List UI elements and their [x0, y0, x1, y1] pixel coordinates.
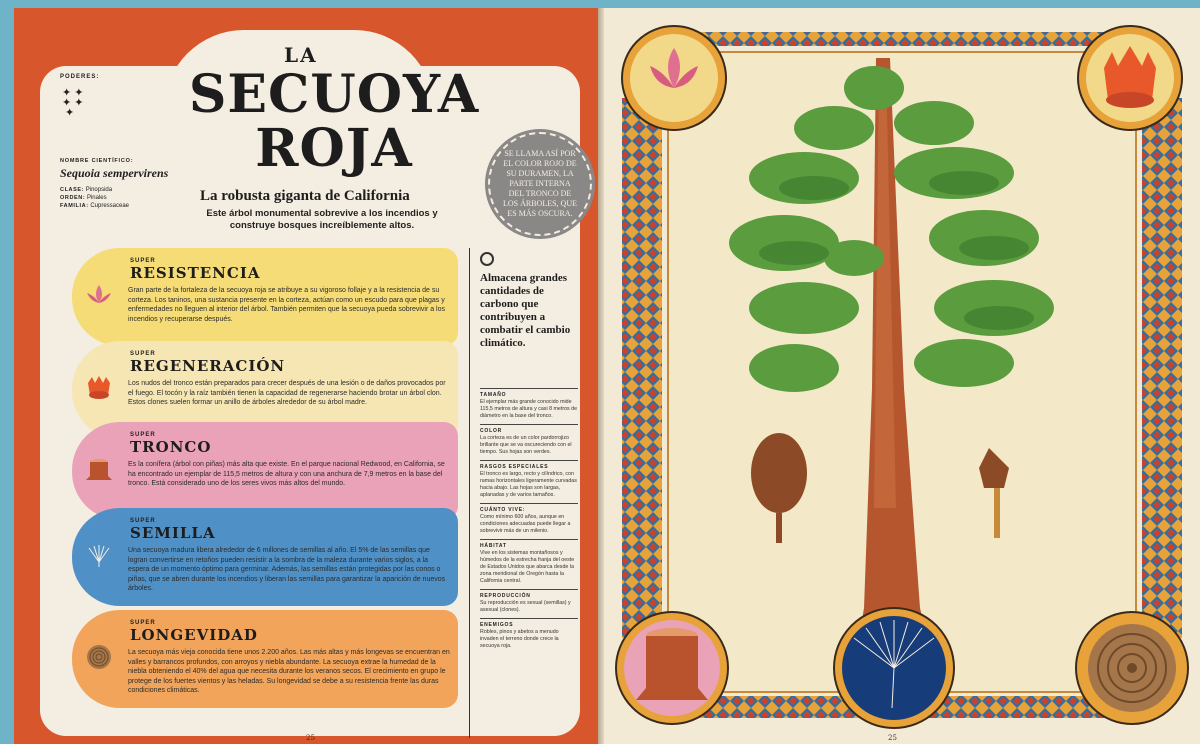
- fact-item: HÁBITAT Vive en los sistemas montañosos y húmedos de la estrecha franja del oeste de Estados Unidos que abarca desde la zona meridional de Oregón hasta la California central.: [480, 539, 578, 589]
- card-super: SUPER: [130, 432, 156, 438]
- card-text: La secuoya más vieja conocida tiene unos 2.200 años. Las más altas y más longevas se encuentran en valles y barrancos profundos, con arroyos y niebla abundante. La secuoya extrae la humedad de la niebla obteniendo el 40% del agua que necesita durante los veranos secos. El crecimiento en grupo le protege de los fuertes vientos y las heladas. Su longevidad se debe a su resistencia frente las duras condiciones climáticas.: [128, 649, 450, 695]
- seed-icon: [80, 536, 118, 574]
- power-card-semilla: [72, 508, 458, 606]
- right-page: [604, 8, 1200, 744]
- fact-item: CUÁNTO VIVE: Como mínimo 600 años, aunque en condiciones adecuadas puede llegar a sobrevivir más de un milenio.: [480, 503, 578, 539]
- power-card-resistencia: [72, 248, 458, 346]
- taxonomy: CLASE: Pinopsida ORDEN: Pinales FAMILIA: Cupressaceae: [60, 187, 130, 209]
- fact-item: COLOR La corteza es de un color pardorrojizo brillante que se va oscureciendo con el tiempo. Sus hojas son verdes.: [480, 424, 578, 460]
- card-super: SUPER: [130, 351, 156, 357]
- redwood-illustration: [604, 8, 1200, 744]
- subtitle: La robusta giganta de California: [200, 188, 410, 204]
- card-title: LONGEVIDAD: [130, 626, 258, 644]
- scientific-info: [60, 158, 180, 210]
- card-title: TRONCO: [130, 438, 212, 456]
- cone-closed: [751, 433, 807, 513]
- fire-crown-icon: [80, 369, 118, 407]
- card-super: SUPER: [130, 620, 156, 626]
- card-text: Los nudos del tronco están preparados para crecer después de una lesión o de daños provocados por el fuego. El tocón y la raíz también tienen la capacidad de regenerarse haciendo brotar un árbol clon. Estos clones suelen formar un anillo de árboles alrededor de su árbol madre.: [128, 380, 446, 407]
- powers-stars-icon: ✦ ✦ ✦ ✦ ✦: [62, 87, 84, 119]
- page-number-left: 25: [306, 734, 315, 742]
- info-badge: SE LLAMA ASÍ POR EL COLOR ROJO DE SU DURAMEN, LA PARTE INTERNA DEL TRONCO DE LOS ÁRBOLES, QUE ES MÁS OSCURA.: [488, 132, 592, 236]
- top-border: [694, 32, 1110, 46]
- power-card-longevidad: [72, 610, 458, 708]
- fact-item: RASGOS ESPECIALES El tronco es largo, recto y cilíndrico, con ramas horizontales ligeramente curvadas hacia abajo. Las hojas son largas, aplanadas y de varios tamaños.: [480, 460, 578, 503]
- page-title: SECUOYA ROJA: [188, 64, 480, 179]
- title-article: LA: [284, 43, 318, 67]
- lotus-icon: [80, 276, 118, 314]
- right-border: [1142, 98, 1182, 638]
- tree-rings-icon: [80, 638, 118, 676]
- globe-icon: [480, 252, 494, 266]
- fact-item: REPRODUCCIÓN Su reproducción es sexual (semillas) y asexual (clones).: [480, 589, 578, 618]
- sci-name-label: NOMBRE CIENTÍFICO:: [60, 158, 134, 164]
- powers-label: PODERES:: [60, 74, 100, 80]
- stump-icon: [80, 450, 118, 488]
- page-number-right: 25: [888, 734, 897, 742]
- facts-list: [480, 388, 578, 654]
- card-title: REGENERACIÓN: [130, 357, 286, 375]
- card-text: Una secuoya madura libera alrededor de 6 millones de semillas al año. El 5% de las semillas que logran convertirse en retoños pueden resistir a la sombra de la maleza durante varios siglos, a la espera de un momento óptimo para germinar. Además, las semillas están protegidas por las conos o piñas, que se abren durante los incendios y liberan las semillas para garantizar la aparición de nuevos árboles.: [128, 547, 446, 593]
- left-page: [14, 8, 601, 744]
- card-text: Es la conífera (árbol con piñas) más alta que existe. En el parque nacional Redwood, en California, se ha encontrado un ejemplar de 115,5 metros de altura y con una anchura de 7,9 metros en la base del tronco. Está considerado uno de los seres vivos más altos del mundo.: [128, 461, 445, 488]
- card-super: SUPER: [130, 258, 156, 264]
- side-headline: Almacena grandes cantidades de carbono que contribuyen a combatir el cambio climático.: [480, 272, 571, 349]
- card-text: Gran parte de la fortaleza de la secuoya roja se atribuye a su vigoroso follaje y a la resistencia de su corteza. Los taninos, una sustancia presente en la corteza, actúan como un escudo para que plagas y enfermedades no lleguen al interior del árbol. También permiten que la secuoya pueda sobrevivir a los incendios y recuperarse después.: [128, 287, 446, 323]
- card-title: SEMILLA: [130, 524, 216, 542]
- sci-name: Sequoia sempervirens: [60, 166, 169, 180]
- column-divider: [469, 248, 470, 738]
- card-super: SUPER: [130, 518, 156, 524]
- card-title: RESISTENCIA: [130, 264, 261, 282]
- fact-item: ENEMIGOS Robles, pinos y abetos a menudo invaden el terreno donde crece la secuoya roja.: [480, 618, 578, 654]
- left-border: [622, 98, 662, 638]
- intro-text: Este árbol monumental sobrevive a los incendios y construye bosques increíblemente altos.: [206, 208, 438, 231]
- fact-item: TAMAÑO El ejemplar más grande conocido mide 115,5 metros de altura y casi 8 metros de diámetro en la base del tronco.: [480, 388, 578, 424]
- power-card-tronco: [72, 422, 458, 520]
